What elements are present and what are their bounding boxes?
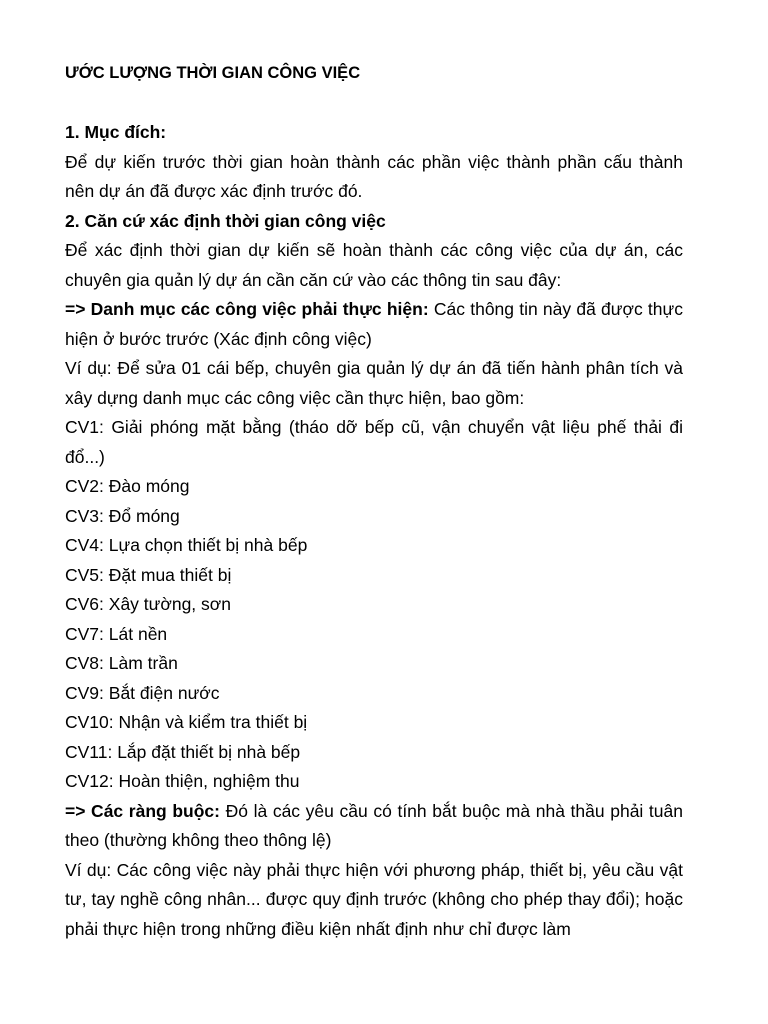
section-1-body: Để dự kiến trước thời gian hoàn thành các phần việc thành phần cấu thành nên dự án đã được xác định trước đó. xyxy=(65,151,683,201)
document-page xyxy=(65,59,683,944)
section-1-heading: 1. Mục đích: xyxy=(65,122,167,142)
list-item: CV7: Lát nền xyxy=(65,623,168,644)
constraints-paragraph xyxy=(65,797,683,856)
list-item: CV5: Đặt mua thiết bị xyxy=(65,564,232,585)
list-item: CV10: Nhận và kiểm tra thiết bị xyxy=(65,712,308,732)
list-item: CV11: Lắp đặt thiết bị nhà bếp xyxy=(65,741,301,762)
task-list-paragraph xyxy=(65,295,683,354)
list-item: CV8: Làm trần xyxy=(65,653,178,673)
task-list-text: Các thông tin này đã được thực hiện ở bước trước (Xác định công việc) xyxy=(65,299,683,349)
constraints-label: => Các ràng buộc: xyxy=(65,800,220,821)
example-1: Ví dụ: Để sửa 01 cái bếp, chuyên gia quản lý dự án đã tiến hành phân tích và xây dựng danh mục các công việc cần thực hiện, bao gồm: xyxy=(65,358,683,408)
list-item: CV4: Lựa chọn thiết bị nhà bếp xyxy=(65,535,308,555)
list-item: CV3: Đổ móng xyxy=(65,505,180,526)
list-item: CV1: Giải phóng mặt bằng (tháo dỡ bếp cũ, vận chuyển vật liệu phế thải đi đổ...) xyxy=(65,417,683,467)
task-list xyxy=(65,413,683,797)
example-2: Ví dụ: Các công việc này phải thực hiện với phương pháp, thiết bị, yêu cầu vật tư, tay nghề công nhân... được quy định trước (không cho phép thay đổi); hoặc phải thực hiện trong những điều kiện nhất định như chỉ được làm xyxy=(65,859,683,939)
list-item: CV6: Xây tường, sơn xyxy=(65,594,231,614)
list-item: CV9: Bắt điện nước xyxy=(65,682,220,703)
spacer xyxy=(65,89,683,119)
section-2-intro: Để xác định thời gian dự kiến sẽ hoàn thành các công việc của dự án, các chuyên gia quản lý dự án cần căn cứ vào các thông tin sau đây: xyxy=(65,240,683,290)
section-2-heading: 2. Căn cứ xác định thời gian công việc xyxy=(65,210,386,231)
document-title: ƯỚC LƯỢNG THỜI GIAN CÔNG VIỆC xyxy=(65,64,361,82)
constraints-text: Đó là các yêu cầu có tính bắt buộc mà nhà thầu phải tuân theo (thường không theo thông lệ) xyxy=(65,800,683,850)
list-item: CV12: Hoàn thiện, nghiệm thu xyxy=(65,771,300,791)
list-item: CV2: Đào móng xyxy=(65,476,190,496)
task-list-label: => Danh mục các công việc phải thực hiện: xyxy=(65,299,429,319)
